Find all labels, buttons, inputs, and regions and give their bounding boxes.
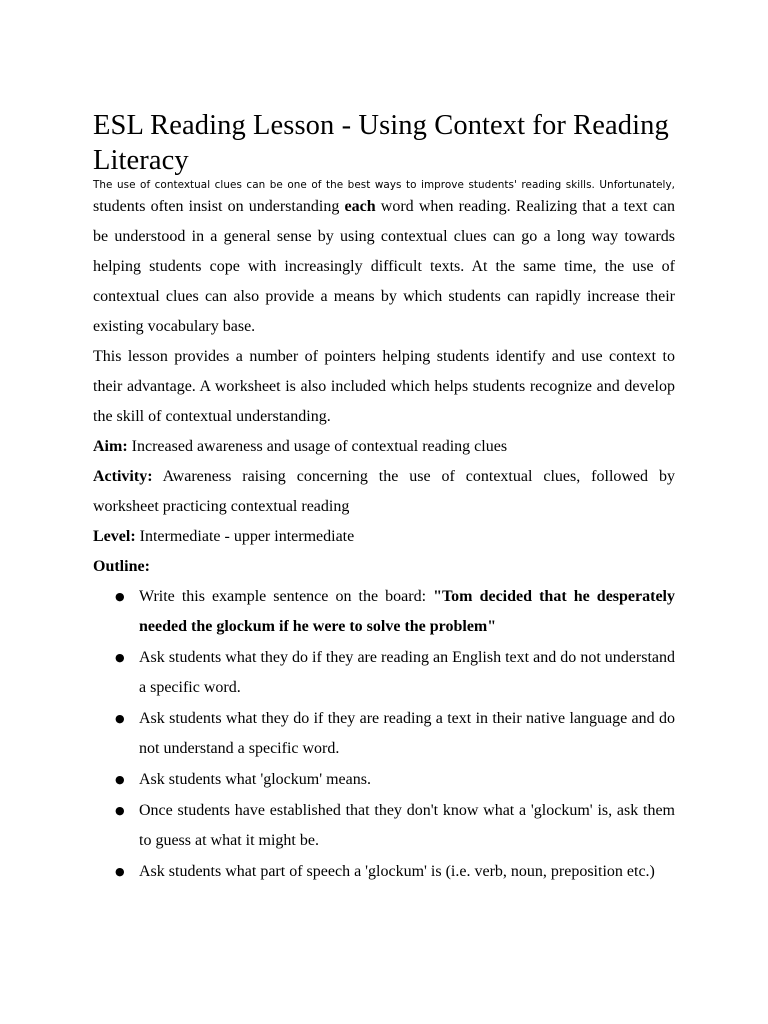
intro-paragraph	[93, 192, 675, 342]
level-label: Level:	[93, 528, 136, 545]
bullet-icon: ●	[115, 590, 125, 603]
outline-item	[93, 704, 675, 764]
aim-line	[93, 432, 675, 462]
bullet-icon: ●	[115, 804, 125, 817]
outline-heading	[93, 552, 675, 582]
outline-item-text: Write this example sentence on the board:	[139, 588, 434, 605]
outline-label: Outline:	[93, 558, 150, 575]
activity-label: Activity:	[93, 468, 153, 485]
example-sentence: "Tom decided that he desperately needed the glockum if he were to solve the problem"	[139, 588, 675, 635]
outline-item	[93, 765, 675, 795]
outline-item-text: Ask students what they do if they are reading an English text and do not understand a specific word.	[139, 649, 675, 696]
bullet-icon: ●	[115, 773, 125, 786]
intro-text-part1: students often insist on understanding	[93, 198, 345, 215]
outline-item-text: Ask students what 'glockum' means.	[139, 771, 371, 788]
outline-item	[93, 643, 675, 703]
outline-item	[93, 582, 675, 642]
outline-item-text: Ask students what part of speech a 'glockum' is (i.e. verb, noun, preposition etc.)	[139, 863, 655, 880]
outline-item-text: Once students have established that they don't know what a 'glockum' is, ask them to guess at what it might be.	[139, 802, 675, 849]
bullet-icon: ●	[115, 712, 125, 725]
document-title: ESL Reading Lesson - Using Context for Reading Literacy	[93, 110, 669, 176]
intro-first-line: The use of contextual clues can be one of the best ways to improve students' reading skills. Unfortunately,	[93, 179, 675, 191]
outline-item	[93, 857, 675, 887]
lesson-overview-paragraph: This lesson provides a number of pointers helping students identify and use context to their advantage. A worksheet is also included which helps students recognize and develop the skill of contextual understanding.	[93, 348, 675, 425]
level-line	[93, 522, 675, 552]
bullet-icon: ●	[115, 865, 125, 878]
level-text: Intermediate - upper intermediate	[135, 528, 355, 545]
aim-label: Aim:	[93, 438, 128, 455]
intro-emphasis: each	[344, 198, 376, 215]
intro-text-part2: word when reading. Realizing that a text can be understood in a general sense by using contextual clues can go a long way towards helping students cope with increasingly difficult texts. At the same time, the use of contextual clues can also provide a means by which students can rapidly increase their existing vocabulary base.	[93, 198, 675, 335]
document-page	[93, 108, 675, 888]
activity-line	[93, 462, 675, 522]
outline-item	[93, 796, 675, 856]
outline-list	[93, 582, 675, 887]
activity-text: Awareness raising concerning the use of contextual clues, followed by worksheet practicing contextual reading	[93, 468, 675, 515]
outline-item-text: Ask students what they do if they are reading a text in their native language and do not understand a specific word.	[139, 710, 675, 757]
bullet-icon: ●	[115, 651, 125, 664]
aim-text: Increased awareness and usage of contextual reading clues	[127, 438, 508, 455]
